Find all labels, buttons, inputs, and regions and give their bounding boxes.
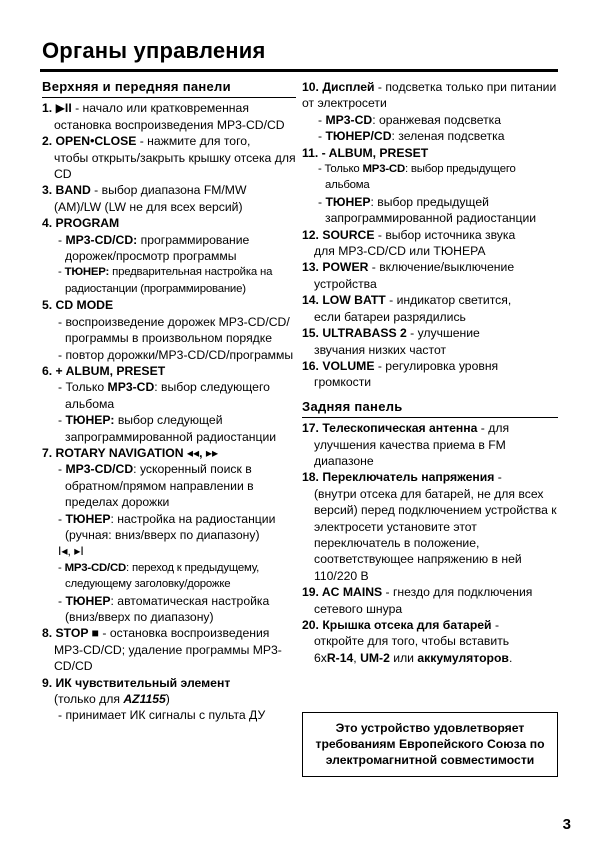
cont-suffix: ) bbox=[165, 692, 170, 707]
item-label: 15. ULTRABASS 2 bbox=[302, 326, 407, 341]
cont-text: , bbox=[353, 650, 361, 665]
item-cont: откройте для того, чтобы вставить bbox=[314, 634, 510, 649]
item-label: 3. BAND bbox=[42, 183, 91, 198]
item-cont: остановка воспроизведения MP3-CD/CD bbox=[54, 117, 285, 132]
sub-label: MP3-CD/CD: bbox=[65, 232, 138, 247]
item-text: - нажмите для того, bbox=[136, 134, 251, 149]
page-title: Органы управления bbox=[42, 38, 266, 63]
item-text: - регулировка уровня bbox=[374, 358, 499, 373]
item-text: - для bbox=[477, 421, 510, 436]
item-cont: громкости bbox=[314, 375, 372, 390]
spacer bbox=[302, 391, 558, 399]
sub-label: ТЮНЕР bbox=[65, 593, 111, 608]
sub-item: - ТЮНЕР: автоматическая настройка (вниз/вверх по диапазону) bbox=[58, 593, 270, 624]
item-label: 9. ИК чувствительный элемент bbox=[42, 675, 231, 690]
item-label: 20. Крышка отсека для батарей bbox=[302, 618, 492, 632]
sub-text: : оранжевая подсветка bbox=[372, 112, 502, 127]
sub-prefix: - Только bbox=[318, 163, 363, 176]
sub-item: - принимает ИК сигналы с пульта ДУ bbox=[58, 708, 266, 723]
item-label: 7. ROTARY NAVIGATION ◂◂, ▸▸ bbox=[42, 445, 219, 460]
sub-text: выбор следующей запрограммированной радиостанции bbox=[65, 413, 277, 444]
item-label: 10. Дисплей bbox=[302, 80, 375, 94]
sub-text: : настройка на радиостанции (ручная: вниз/вверх по диапазону) bbox=[65, 511, 276, 542]
sub-text: : выбор следующего альбома bbox=[65, 380, 270, 411]
sub-item: - ТЮНЕР: выбор следующей запрограммированной радиостанции bbox=[58, 413, 277, 444]
sub-item: - MP3-CD: оранжевая подсветка bbox=[318, 112, 502, 127]
right-column bbox=[302, 79, 558, 666]
sub-item: - ТЮНЕР/CD: зеленая подсветка bbox=[318, 129, 505, 144]
sub-item: - ТЮНЕР: предварительная настройка на радиостанции (программирование) bbox=[58, 266, 273, 295]
item-label: 12. SOURCE bbox=[302, 227, 375, 242]
item-14 bbox=[302, 292, 558, 325]
sub-item: - MP3-CD/CD: переход к предыдущему, следующему заголовку/дорожке bbox=[58, 561, 260, 591]
item-9 bbox=[42, 675, 296, 724]
item-text: - включение/выключение bbox=[368, 260, 515, 275]
item-cont: звучания низких частот bbox=[314, 342, 447, 357]
item-text: - начало или кратковременная bbox=[71, 101, 249, 116]
item-text: - гнездо для подключения bbox=[382, 585, 533, 600]
sub-label: ТЮНЕР bbox=[65, 511, 111, 526]
item-text: - bbox=[491, 618, 500, 632]
sub-item: - MP3-CD/CD: ускоренный поиск в обратном/прямом направлении в пределах дорожки bbox=[58, 462, 254, 510]
sub-item bbox=[309, 161, 558, 194]
item-cont: чтобы открыть/закрыть крышку отсека для CD bbox=[54, 150, 296, 182]
item-cont: если батареи разрядились bbox=[314, 309, 466, 324]
item-6 bbox=[42, 363, 296, 445]
item-text: - выбор источника звука bbox=[374, 227, 516, 242]
sub-text: : зеленая подсветка bbox=[391, 129, 505, 144]
sub-label: ТЮНЕР: bbox=[65, 413, 115, 428]
item-label: 19. AC MAINS bbox=[302, 585, 383, 600]
item-text: - выбор диапазона FM/MW bbox=[90, 183, 247, 198]
item-13 bbox=[302, 259, 558, 292]
model-number: AZ1155 bbox=[123, 692, 166, 707]
prev-next-icon: I◂, ▸I bbox=[58, 544, 84, 559]
section-heading-rear: Задняя панель bbox=[302, 399, 558, 418]
sub-item: - MP3-CD/CD: программирование дорожек/просмотр программы bbox=[58, 232, 250, 264]
item-label: 18. Переключатель напряжения bbox=[302, 470, 495, 485]
sub-text: предварительная настройка на радиостанции (программирование) bbox=[65, 266, 273, 295]
sub-label: ТЮНЕР/CD bbox=[325, 129, 392, 144]
item-18 bbox=[302, 469, 558, 584]
item-cont bbox=[302, 650, 558, 666]
sub-label: ТЮНЕР bbox=[325, 194, 371, 209]
item-text: - bbox=[494, 470, 502, 485]
sub-text: : автоматическая настройка (вниз/вверх по диапазону) bbox=[65, 593, 270, 624]
sub-item: - повтор дорожки/MP3-CD/CD/программы bbox=[58, 347, 294, 362]
sub-text: программирование дорожек/просмотр программы bbox=[65, 232, 250, 264]
page-number: 3 bbox=[562, 816, 571, 833]
item-label: 6. + ALBUM, PRESET bbox=[42, 363, 166, 378]
item-17 bbox=[302, 420, 558, 469]
sub-label: MP3-CD/CD bbox=[64, 561, 127, 574]
item-8 bbox=[42, 625, 296, 674]
sub-text: : выбор предыдущей запрограммированной радиостанции bbox=[325, 194, 537, 226]
sub-label: ТЮНЕР: bbox=[64, 266, 110, 279]
item-cont: сетевого шнура bbox=[314, 601, 403, 616]
item-10 bbox=[302, 79, 558, 145]
item-15 bbox=[302, 325, 558, 358]
sub-text: : выбор предыдущего альбома bbox=[325, 163, 516, 192]
item-11 bbox=[302, 145, 558, 227]
item-text: - подсветка только при питании от электросети bbox=[302, 80, 557, 111]
item-cont: для MP3-CD/CD или ТЮНЕРА bbox=[314, 244, 486, 259]
sub-text: : ускоренный поиск в обратном/прямом направлении в пределах дорожки bbox=[65, 462, 254, 510]
battery-type: R-14 bbox=[326, 650, 354, 665]
item-cont: устройства bbox=[314, 276, 377, 291]
item-cont: (AM)/LW (LW не для всех версий) bbox=[54, 199, 243, 214]
item-number: 1. bbox=[42, 101, 53, 116]
item-4 bbox=[42, 215, 296, 297]
item-16 bbox=[302, 358, 558, 391]
sub-label: MP3-CD/CD bbox=[65, 462, 134, 477]
sub-label: MP3-CD bbox=[107, 380, 155, 395]
item-label: 13. POWER bbox=[302, 260, 369, 275]
item-label: 5. CD MODE bbox=[42, 298, 114, 313]
item-1 bbox=[42, 100, 296, 133]
battery-type: аккумуляторов bbox=[417, 650, 509, 665]
item-19 bbox=[302, 584, 558, 617]
section-heading-top-front: Верхняя и передняя панели bbox=[42, 79, 296, 98]
item-label: 14. LOW BATT bbox=[302, 293, 386, 308]
item-label: 4. PROGRAM bbox=[42, 216, 120, 231]
item-3 bbox=[42, 182, 296, 215]
sub-label: MP3-CD bbox=[362, 163, 405, 176]
sub-item: - ТЮНЕР: выбор предыдущей запрограммированной радиостанции bbox=[318, 194, 537, 226]
item-label: 17. Телескопическая антенна bbox=[302, 421, 478, 436]
sub-item: - ТЮНЕР: настройка на радиостанции (ручная: вниз/вверх по диапазону) bbox=[58, 511, 276, 542]
item-cont: (внутри отсека для батарей, не для всех версий) перед подключением устройства к электросети установите этот переключатель в положение, соответствующее напряжению в ней 110/220 В bbox=[314, 486, 557, 583]
item-7 bbox=[42, 445, 296, 625]
sub-item: - воспроизведение дорожек MP3-CD/CD/программы в произвольном порядке bbox=[58, 314, 290, 346]
compliance-notice: Это устройство удовлетворяет требованиям Европейского Союза по электромагнитной совместимости bbox=[302, 712, 558, 777]
item-12 bbox=[302, 227, 558, 260]
item-label: 16. VOLUME bbox=[302, 358, 375, 373]
title-underline bbox=[40, 69, 558, 72]
play-pause-icon: ▶II bbox=[55, 101, 72, 116]
item-text: - остановка воспроизведения bbox=[99, 626, 270, 641]
item-text: - индикатор светится, bbox=[385, 293, 512, 308]
item-label: 8. STOP ■ bbox=[42, 626, 100, 641]
item-5 bbox=[42, 297, 296, 363]
item-label: 11. - ALBUM, PRESET bbox=[302, 145, 429, 160]
item-cont: улучшения качества приема в FM диапазоне bbox=[314, 437, 506, 468]
cont-text: 6x bbox=[314, 650, 327, 665]
cont-text: или bbox=[389, 650, 418, 665]
item-cont: MP3-CD/CD; удаление программы MP3-CD/CD bbox=[54, 642, 282, 674]
sub-item bbox=[49, 379, 296, 412]
item-20 bbox=[302, 617, 558, 666]
sub-text: : переход к предыдущему, следующему заголовку/дорожке bbox=[65, 561, 260, 591]
sub-prefix: - Только bbox=[58, 380, 108, 395]
battery-type: UM-2 bbox=[360, 650, 390, 665]
cont-prefix: (только для bbox=[54, 692, 124, 707]
item-label: 2. OPEN•CLOSE bbox=[42, 134, 137, 149]
cont-text: . bbox=[508, 650, 513, 665]
item-text: - улучшение bbox=[406, 326, 480, 341]
item-2 bbox=[42, 133, 296, 182]
left-column bbox=[42, 79, 296, 724]
item-cont bbox=[42, 691, 296, 707]
sub-label: MP3-CD bbox=[325, 112, 373, 127]
